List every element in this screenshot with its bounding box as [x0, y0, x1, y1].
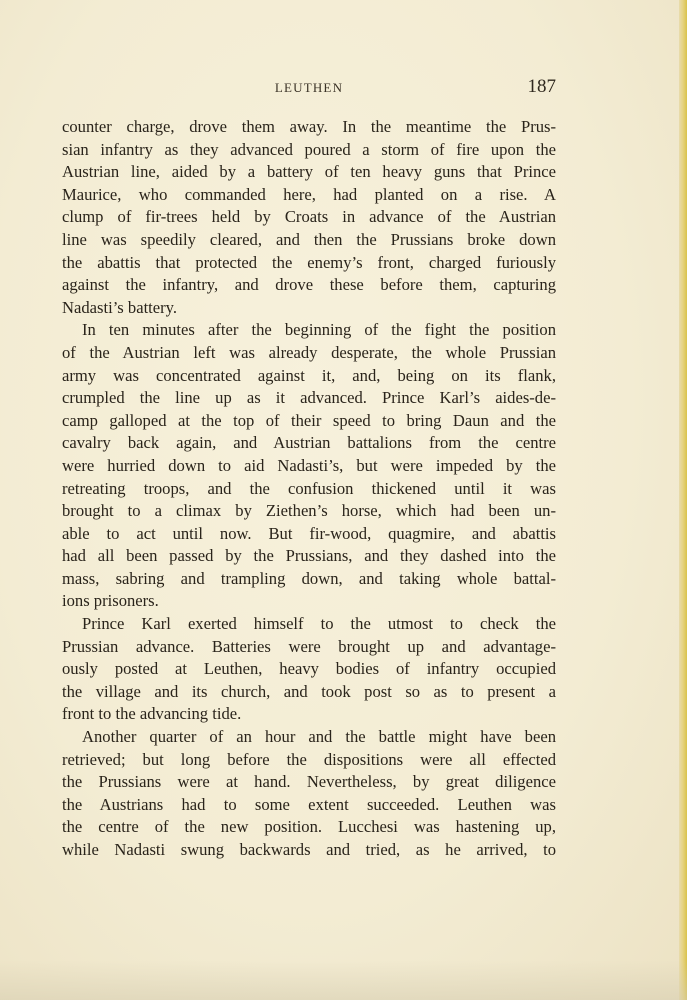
text-line: the Prussians were at hand. Nevertheless, by great diligence: [62, 772, 556, 792]
text-line: of the Austrian left was already desperate, the whole Prussian: [62, 342, 556, 362]
running-title: LEUTHEN: [274, 80, 344, 95]
text-line: Nadasti’s battery.: [62, 297, 178, 317]
text-line: the abattis that protected the enemy’s front, charged furiously: [62, 252, 556, 272]
body-text: [62, 116, 556, 862]
text-line: counter charge, drove them away. In the meantime the Prus-: [62, 117, 556, 136]
text-line: able to act until now. But fir-wood, quagmire, and abattis: [62, 523, 556, 543]
text-line: Austrian line, aided by a battery of ten heavy guns that Prince: [62, 162, 556, 182]
text-line: brought to a climax by Ziethen’s horse, which had been un-: [62, 501, 556, 521]
text-line: crumpled the line up as it advanced. Prince Karl’s aides-de-: [62, 388, 556, 408]
text-line: clump of fir-trees held by Croats in advance of the Austrian: [62, 207, 556, 227]
text-line: line was speedily cleared, and then the Prussians broke down: [62, 229, 556, 249]
text-line: Prince Karl exerted himself to the utmost to check the: [82, 614, 556, 634]
running-head: [62, 76, 556, 100]
text-line: retreating troops, and the confusion thickened until it was: [62, 478, 556, 498]
page-edge-bottom: [0, 960, 687, 1000]
text-line: In ten minutes after the beginning of the fight the position: [82, 320, 556, 340]
text-line: ions prisoners.: [62, 591, 159, 611]
text-line: while Nadasti swung backwards and tried, as he arrived, to: [62, 840, 556, 859]
text-line: the Austrians had to some extent succeeded. Leuthen was: [62, 794, 556, 814]
text-line: against the infantry, and drove these before them, capturing: [62, 275, 556, 295]
page-edge-right: [679, 0, 687, 1000]
text-line: the village and its church, and took post so as to present a: [62, 681, 556, 701]
page-number: 187: [527, 76, 556, 97]
text-line: ously posted at Leuthen, heavy bodies of infantry occupied: [62, 659, 556, 679]
text-line: Prussian advance. Batteries were brought up and advantage-: [62, 636, 556, 656]
text-line: front to the advancing tide.: [62, 704, 242, 724]
text-line: Another quarter of an hour and the battle might have been: [82, 727, 556, 747]
text-line: mass, sabring and trampling down, and taking whole battal-: [62, 568, 556, 588]
text-line: the centre of the new position. Lucchesi was hastening up,: [62, 817, 556, 837]
text-line: cavalry back again, and Austrian battalions from the centre: [62, 433, 556, 453]
text-line: Maurice, who commanded here, had planted on a rise. A: [62, 184, 556, 204]
text-line: were hurried down to aid Nadasti’s, but were impeded by the: [62, 455, 556, 475]
text-line: camp galloped at the top of their speed to bring Daun and the: [62, 410, 556, 430]
text-line: retrieved; but long before the dispositions were all effected: [62, 749, 556, 769]
text-line: had all been passed by the Prussians, and they dashed into the: [62, 546, 556, 566]
text-line: army was concentrated against it, and, being on its flank,: [62, 365, 556, 385]
text-line: sian infantry as they advanced poured a storm of fire upon the: [62, 139, 556, 159]
